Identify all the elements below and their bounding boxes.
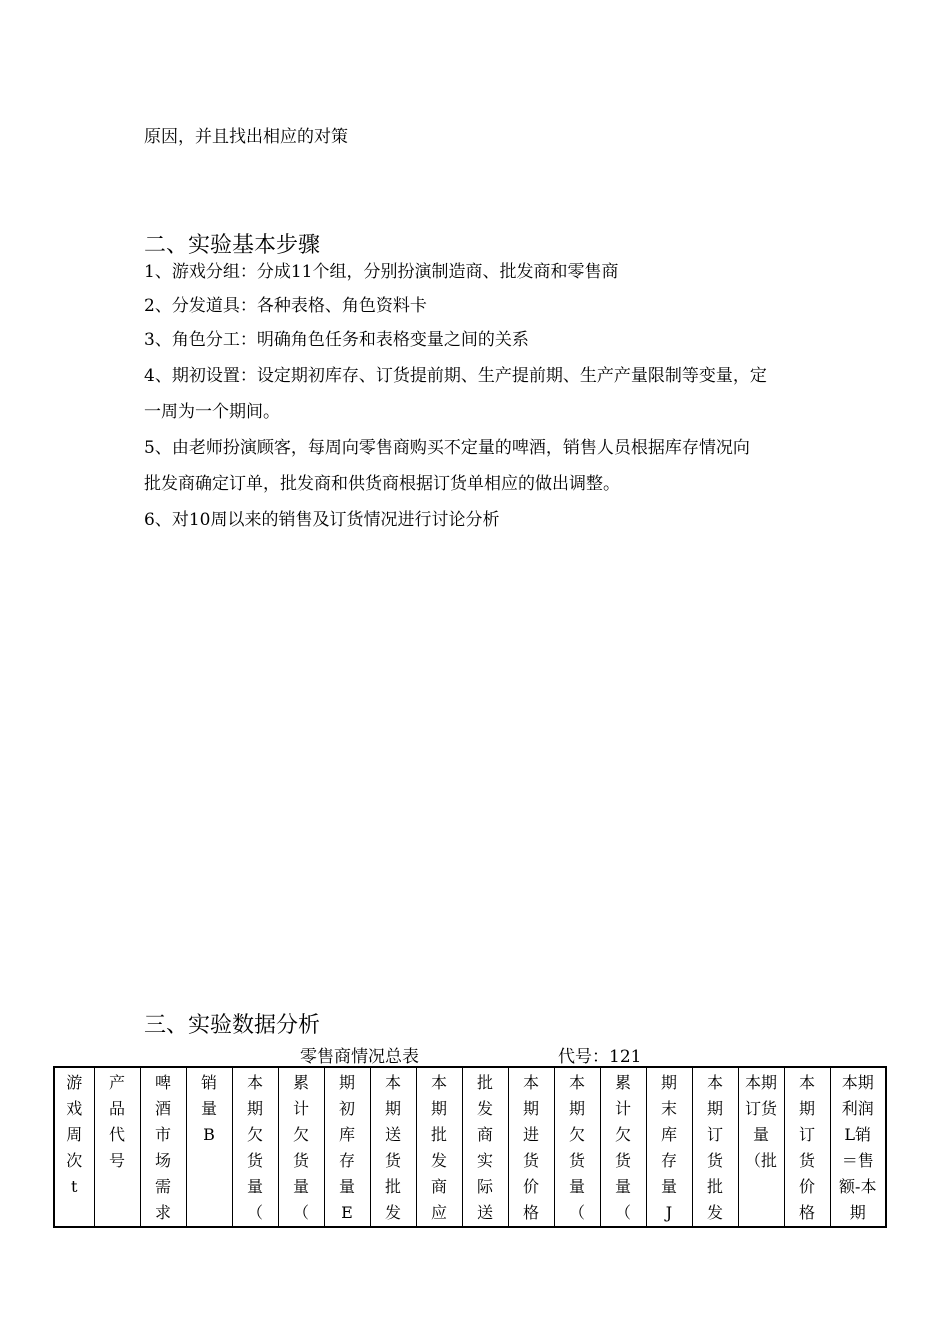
column-header: 产品代号 — [94, 1067, 140, 1227]
table-title: 零售商情况总表 — [300, 1047, 419, 1067]
step-5: 5、由老师扮演顾客，每周向零售商购买不定量的啤酒，销售人员根据库存情况向 — [144, 438, 750, 458]
table-code-label: 代号：121 — [558, 1047, 642, 1067]
column-header: 啤酒市场需求 — [140, 1067, 186, 1227]
step-4: 4、期初设置：设定期初库存、订货提前期、生产提前期、生产产量限制等变量，定 — [144, 366, 767, 386]
column-header: 批发商实际送 — [462, 1067, 508, 1227]
column-header: 游戏周次t — [54, 1067, 94, 1227]
step-2: 2、分发道具：各种表格、角色资料卡 — [144, 296, 427, 316]
column-header: 本期送货批发 — [370, 1067, 416, 1227]
section-2-heading: 二、实验基本步骤 — [144, 233, 321, 258]
step-5-continued: 批发商确定订单，批发商和供货商根据订货单相应的做出调整。 — [144, 474, 620, 494]
column-header: 销量B — [186, 1067, 232, 1227]
column-header: 累计欠货量（ — [278, 1067, 324, 1227]
table-header-row — [54, 1067, 886, 1227]
column-header: 本期订货量（批 — [738, 1067, 784, 1227]
retailer-summary-table — [53, 1066, 887, 1228]
column-header: 本期欠货量（ — [554, 1067, 600, 1227]
column-header: 本期订货价格 — [784, 1067, 830, 1227]
column-header: 本期利润L销＝售额-本期 — [830, 1067, 886, 1227]
column-header: 累计欠货量（ — [600, 1067, 646, 1227]
section-3-heading: 三、实验数据分析 — [144, 1013, 321, 1038]
step-3: 3、角色分工：明确角色任务和表格变量之间的关系 — [144, 330, 529, 350]
column-header: 本期批发商应 — [416, 1067, 462, 1227]
column-header: 期末库存量J — [646, 1067, 692, 1227]
column-header: 本期订货批发 — [692, 1067, 738, 1227]
column-header: 期初库存量E — [324, 1067, 370, 1227]
step-1: 1、游戏分组：分成11个组，分别扮演制造商、批发商和零售商 — [144, 262, 619, 282]
column-header: 本期欠货量（ — [232, 1067, 278, 1227]
intro-line: 原因，并且找出相应的对策 — [144, 127, 348, 147]
step-4-continued: 一周为一个期间。 — [144, 402, 280, 422]
column-header: 本期进货价格 — [508, 1067, 554, 1227]
step-6: 6、对10周以来的销售及订货情况进行讨论分析 — [144, 510, 500, 530]
